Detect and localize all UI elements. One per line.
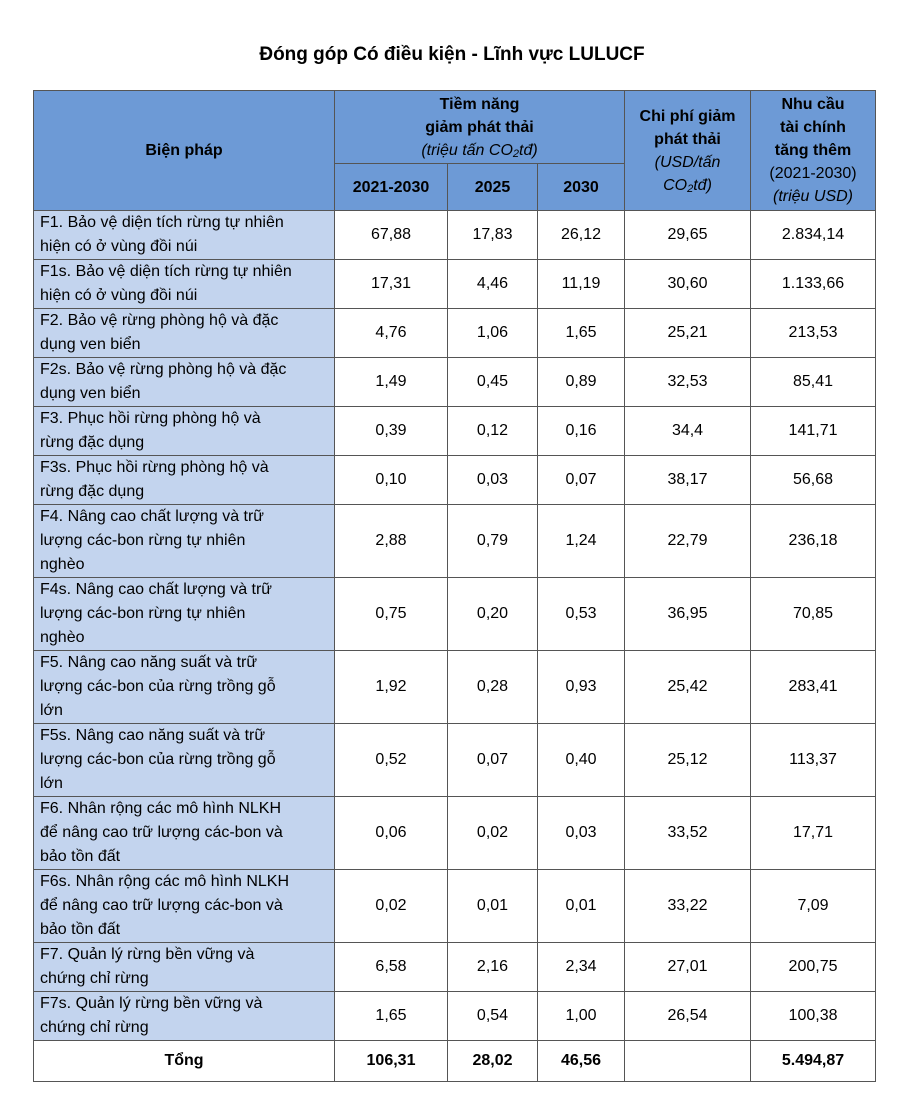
measure-name-line: F4. Nâng cao chất lượng và trữ (40, 508, 265, 525)
header-chi-phi-unit-b: $CO_2tđ$) (663, 176, 712, 195)
header-year-2025: 2025 (448, 164, 538, 211)
value-2021-2030: 0,10 (335, 456, 448, 505)
value-finance: 100,38 (751, 992, 876, 1041)
value-2025: 0,79 (448, 505, 538, 578)
measure-name-line: dụng ven biển (40, 385, 141, 402)
measure-name-line: F7s. Quản lý rừng bền vững và (40, 995, 263, 1012)
value-2025: 0,45 (448, 358, 538, 407)
measure-name-line: nghèo (40, 629, 85, 646)
value-finance: 200,75 (751, 943, 876, 992)
value-2025: 0,54 (448, 992, 538, 1041)
header-nhu-cau-line2: tài chính (780, 119, 846, 136)
value-2021-2030: 1,65 (335, 992, 448, 1041)
header-nhu-cau-line3: tăng thêm (774, 142, 852, 159)
header-chi-phi-line1: Chi phí giảm (639, 107, 736, 125)
value-2030: 0,53 (538, 578, 625, 651)
value-finance: 2.834,14 (751, 211, 876, 260)
measure-name-line: lượng các-bon của rừng trồng gỗ (40, 751, 276, 768)
value-2030: 26,12 (538, 211, 625, 260)
measure-name-line: F2s. Bảo vệ rừng phòng hộ và đặc (40, 361, 287, 378)
measure-name-line: lượng các-bon của rừng trồng gỗ (40, 678, 276, 695)
value-cost: 25,12 (625, 724, 751, 797)
measure-name-line: lớn (40, 775, 63, 792)
table-row (34, 309, 876, 358)
header-nhu-cau (751, 91, 876, 211)
value-cost: 25,21 (625, 309, 751, 358)
value-cost: 32,53 (625, 358, 751, 407)
header-chi-phi-line2: phát thải (654, 130, 721, 148)
measure-name (34, 505, 335, 578)
table-row (34, 505, 876, 578)
value-2025: 0,07 (448, 724, 538, 797)
value-cost: 33,52 (625, 797, 751, 870)
value-2030: 2,34 (538, 943, 625, 992)
measure-name (34, 407, 335, 456)
table-row (34, 358, 876, 407)
header-tiem-nang-line2: giảm phát thải (425, 118, 534, 136)
value-2025: 4,46 (448, 260, 538, 309)
value-2030: 0,89 (538, 358, 625, 407)
measure-name-line: để nâng cao trữ lượng các-bon và (40, 897, 283, 914)
table-row (34, 260, 876, 309)
table-row (34, 651, 876, 724)
value-cost: 27,01 (625, 943, 751, 992)
value-2025: 0,02 (448, 797, 538, 870)
value-finance: 141,71 (751, 407, 876, 456)
measure-name-line: F6. Nhân rộng các mô hình NLKH (40, 800, 282, 817)
table-row (34, 407, 876, 456)
value-2021-2030: 6,58 (335, 943, 448, 992)
measure-name-line: F3. Phục hồi rừng phòng hộ và (40, 410, 261, 427)
value-2021-2030: 1,92 (335, 651, 448, 724)
header-nhu-cau-line4: (2021-2030) (769, 165, 857, 182)
value-2021-2030: 0,06 (335, 797, 448, 870)
measure-name (34, 992, 335, 1041)
measure-name (34, 309, 335, 358)
value-finance: 213,53 (751, 309, 876, 358)
value-2030: 1,24 (538, 505, 625, 578)
value-2025: 0,20 (448, 578, 538, 651)
measure-name (34, 651, 335, 724)
measure-name-line: lớn (40, 702, 63, 719)
table-row (34, 870, 876, 943)
value-2030: 0,01 (538, 870, 625, 943)
header-tiem-nang-unit: (triệu tấn $CO_2tđ$) (421, 141, 538, 160)
header-year-2030: 2030 (538, 164, 625, 211)
value-2025: 17,83 (448, 211, 538, 260)
page-title: Đóng góp Có điều kiện - Lĩnh vực LULUCF (259, 44, 645, 65)
header-chi-phi (625, 91, 751, 211)
value-cost: 25,42 (625, 651, 751, 724)
measure-name-line: để nâng cao trữ lượng các-bon và (40, 824, 283, 841)
value-2030: 1,00 (538, 992, 625, 1041)
measure-name-line: nghèo (40, 556, 85, 573)
value-2021-2030: 0,52 (335, 724, 448, 797)
table-row (34, 578, 876, 651)
value-finance: 17,71 (751, 797, 876, 870)
measure-name-line: lượng các-bon rừng tự nhiên (40, 532, 246, 549)
measure-name (34, 260, 335, 309)
value-finance: 70,85 (751, 578, 876, 651)
measure-name (34, 797, 335, 870)
measure-name-line: hiện có ở vùng đồi núi (40, 287, 198, 304)
measure-name (34, 211, 335, 260)
total-2025: 28,02 (448, 1041, 538, 1082)
value-2021-2030: 67,88 (335, 211, 448, 260)
header-bien-phap: Biện pháp (34, 91, 335, 211)
value-finance: 85,41 (751, 358, 876, 407)
header-year-2021-2030: 2021-2030 (335, 164, 448, 211)
value-2021-2030: 1,49 (335, 358, 448, 407)
table-row (34, 943, 876, 992)
measure-name-line: rừng đặc dụng (40, 434, 145, 451)
measure-name-line: dụng ven biển (40, 336, 141, 353)
value-finance: 283,41 (751, 651, 876, 724)
measure-name-line: F6s. Nhân rộng các mô hình NLKH (40, 873, 290, 890)
measure-name-line: F3s. Phục hồi rừng phòng hộ và (40, 459, 269, 476)
measure-name-line: F4s. Nâng cao chất lượng và trữ (40, 581, 273, 598)
header-tiem-nang (335, 91, 625, 164)
value-cost: 38,17 (625, 456, 751, 505)
value-2030: 0,16 (538, 407, 625, 456)
table-row (34, 992, 876, 1041)
value-2030: 0,03 (538, 797, 625, 870)
total-2030: 46,56 (538, 1041, 625, 1082)
total-2021-2030: 106,31 (335, 1041, 448, 1082)
value-2025: 0,28 (448, 651, 538, 724)
value-cost: 29,65 (625, 211, 751, 260)
measure-name-line: hiện có ở vùng đồi núi (40, 238, 198, 255)
value-2030: 0,93 (538, 651, 625, 724)
measure-name-line: rừng đặc dụng (40, 483, 145, 500)
measure-name-line: F5. Nâng cao năng suất và trữ (40, 654, 258, 671)
measure-name-line: chứng chỉ rừng (40, 1019, 149, 1036)
value-2025: 0,03 (448, 456, 538, 505)
value-2030: 0,40 (538, 724, 625, 797)
value-2030: 0,07 (538, 456, 625, 505)
table-body (34, 211, 876, 1082)
lulucf-table (33, 90, 876, 1082)
measure-name (34, 724, 335, 797)
header-nhu-cau-line1: Nhu cầu (781, 96, 845, 113)
value-finance: 113,37 (751, 724, 876, 797)
value-cost: 33,22 (625, 870, 751, 943)
value-finance: 56,68 (751, 456, 876, 505)
value-2021-2030: 0,75 (335, 578, 448, 651)
total-cost (625, 1041, 751, 1082)
table-row (34, 724, 876, 797)
value-finance: 236,18 (751, 505, 876, 578)
value-2025: 0,01 (448, 870, 538, 943)
value-2025: 0,12 (448, 407, 538, 456)
value-2021-2030: 17,31 (335, 260, 448, 309)
measure-name (34, 943, 335, 992)
measure-name-line: bảo tồn đất (40, 921, 121, 938)
measure-name (34, 456, 335, 505)
header-chi-phi-unit-a: (USD/tấn (654, 153, 721, 171)
value-cost: 26,54 (625, 992, 751, 1041)
measure-name-line: F5s. Nâng cao năng suất và trữ (40, 727, 266, 744)
table-row (34, 211, 876, 260)
total-row (34, 1041, 876, 1082)
table-row (34, 797, 876, 870)
value-2021-2030: 2,88 (335, 505, 448, 578)
value-2025: 2,16 (448, 943, 538, 992)
value-finance: 7,09 (751, 870, 876, 943)
value-2021-2030: 4,76 (335, 309, 448, 358)
value-finance: 1.133,66 (751, 260, 876, 309)
measure-name-line: lượng các-bon rừng tự nhiên (40, 605, 246, 622)
value-cost: 30,60 (625, 260, 751, 309)
value-2030: 11,19 (538, 260, 625, 309)
header-nhu-cau-line5: (triệu USD) (773, 188, 854, 205)
value-cost: 22,79 (625, 505, 751, 578)
measure-name-line: F2. Bảo vệ rừng phòng hộ và đặc (40, 312, 279, 329)
value-2021-2030: 0,39 (335, 407, 448, 456)
header-tiem-nang-line1: Tiềm năng (439, 95, 520, 113)
measure-name-line: chứng chỉ rừng (40, 970, 149, 987)
value-cost: 34,4 (625, 407, 751, 456)
measure-name-line: F7. Quản lý rừng bền vững và (40, 946, 255, 963)
value-2025: 1,06 (448, 309, 538, 358)
measure-name-line: F1s. Bảo vệ diện tích rừng tự nhiên (40, 263, 292, 280)
measure-name (34, 358, 335, 407)
measure-name (34, 870, 335, 943)
measure-name-line: F1. Bảo vệ diện tích rừng tự nhiên (40, 214, 284, 231)
measure-name-line: bảo tồn đất (40, 848, 121, 865)
value-2030: 1,65 (538, 309, 625, 358)
value-2021-2030: 0,02 (335, 870, 448, 943)
value-cost: 36,95 (625, 578, 751, 651)
total-finance: 5.494,87 (751, 1041, 876, 1082)
total-label: Tổng (34, 1041, 335, 1082)
table-row (34, 456, 876, 505)
measure-name (34, 578, 335, 651)
